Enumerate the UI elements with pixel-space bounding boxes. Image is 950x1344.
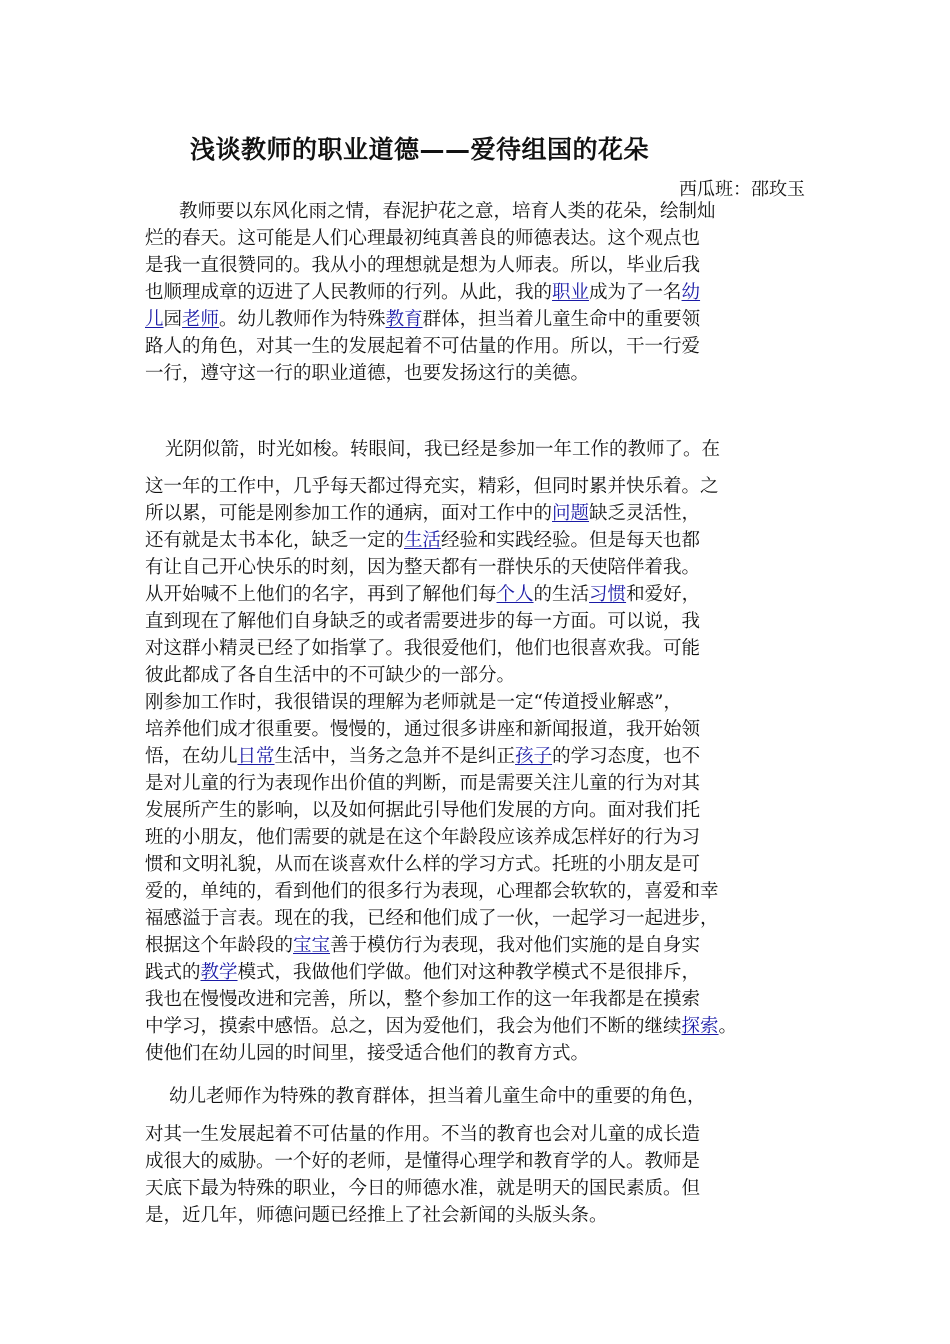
text-line (145, 306, 815, 333)
text-run: 根据这个年龄段的 (145, 935, 294, 956)
keyword-link[interactable]: 孩子 (515, 746, 553, 767)
keyword-link[interactable]: 探索 (681, 1016, 719, 1037)
text-run: 悟，在幼儿 (145, 746, 238, 767)
text-run: 直到现在了解他们自身缺乏的或者需要进步的每一方面。可以说，我 (145, 611, 701, 632)
text-line (145, 1202, 815, 1229)
text-run: 践式的 (145, 962, 201, 983)
text-line (145, 932, 815, 959)
text-line (145, 500, 815, 527)
text-line (145, 279, 815, 306)
text-run: 也顺理成章的迈进了人民教师的行列。从此，我的 (145, 282, 553, 303)
text-run: 是我一直很赞同的。我从小的理想就是想为人师表。所以，毕业后我 (145, 255, 701, 276)
text-line (145, 225, 815, 252)
text-line (145, 198, 815, 225)
text-run: 光阴似箭，时光如梭。转眼间，我已经是参加一年工作的教师了。在 (165, 439, 721, 460)
text-run: 中学习，摸索中感悟。总之，因为爱他们，我会为他们不断的继续 (145, 1016, 682, 1037)
text-run: 和爱好， (626, 584, 701, 605)
keyword-link[interactable]: 问题 (552, 503, 590, 524)
text-line (145, 662, 815, 689)
paragraph-1 (145, 198, 815, 387)
text-run: 善于模仿行为表现，我对他们实施的是自身实 (330, 935, 701, 956)
text-line (145, 581, 815, 608)
author-line: 西瓜班：邵玫玉 (679, 179, 805, 200)
text-run: 发展所产生的影响，以及如何据此引导他们发展的方向。面对我们托 (145, 800, 701, 821)
text-line (145, 527, 815, 554)
keyword-link[interactable]: 老师 (182, 309, 220, 330)
text-line (145, 797, 815, 824)
text-line (145, 959, 815, 986)
keyword-link[interactable]: 教学 (200, 962, 238, 983)
text-run: 还有就是太书本化，缺乏一定的 (145, 530, 405, 551)
text-run: 园 (163, 309, 183, 330)
keyword-link[interactable]: 教育 (385, 309, 423, 330)
text-line (145, 1175, 815, 1202)
text-run: 群体，担当着儿童生命中的重要领 (422, 309, 701, 330)
text-run: 缺乏灵活性， (589, 503, 701, 524)
text-line (145, 689, 815, 716)
text-run: 对这群小精灵已经了如指掌了。我很爱他们，他们也很喜欢我。可能 (145, 638, 701, 659)
text-run: 爱的，单纯的，看到他们的很多行为表现，心理都会软软的，喜爱和幸 (145, 881, 719, 902)
text-line (145, 824, 815, 851)
text-run: 的学习态度，也不 (552, 746, 701, 767)
paragraph-3-first-line (145, 1083, 815, 1110)
text-run: 。 (718, 1016, 738, 1037)
keyword-link[interactable]: 习惯 (589, 584, 627, 605)
text-line (145, 986, 815, 1013)
text-line (145, 851, 815, 878)
text-run: 培养他们成才很重要。慢慢的，通过很多讲座和新闻报道，我开始领 (145, 719, 701, 740)
paragraph-3 (145, 1121, 815, 1229)
text-run: 是，近几年，师德问题已经推上了社会新闻的头版头条。 (145, 1205, 608, 1226)
text-line (145, 360, 815, 387)
text-run: 从开始喊不上他们的名字，再到了解他们每 (145, 584, 497, 605)
text-run: 天底下最为特殊的职业，今日的师德水准，就是明天的国民素质。但 (145, 1178, 701, 1199)
text-run: 福感溢于言表。现在的我，已经和他们成了一伙，一起学习一起进步， (145, 908, 719, 929)
text-run: 经验和实践经验。但是每天也都 (441, 530, 701, 551)
text-run: 幼儿老师作为特殊的教育群体，担当着儿童生命中的重要的角色， (169, 1086, 706, 1107)
text-run: 我也在慢慢改进和完善，所以，整个参加工作的这一年我都是在摸索 (145, 989, 701, 1010)
paragraph-2-first-line (145, 436, 815, 463)
text-line (145, 333, 815, 360)
text-run: 这一年的工作中，几乎每天都过得充实，精彩，但同时累并快乐着。之 (145, 476, 719, 497)
text-line (145, 608, 815, 635)
text-run: 一行，遵守这一行的职业道德，也要发扬这行的美德。 (145, 363, 590, 384)
keyword-link[interactable]: 个人 (496, 584, 534, 605)
text-line (145, 1148, 815, 1175)
text-line (145, 635, 815, 662)
text-line (145, 1013, 815, 1040)
text-run: 教师要以东风化雨之情，春泥护花之意，培育人类的花朵，绘制灿 (179, 201, 716, 222)
text-line (145, 1121, 815, 1148)
text-run: 成为了一名 (589, 282, 682, 303)
text-run: 所以累，可能是刚参加工作的通病，面对工作中的 (145, 503, 553, 524)
text-line (145, 436, 815, 463)
text-run: 对其一生发展起着不可估量的作用。不当的教育也会对儿童的成长造 (145, 1124, 701, 1145)
document-title: 浅谈教师的职业道德——爱待组国的花朵 (190, 135, 650, 164)
text-line (145, 878, 815, 905)
text-line (145, 1040, 815, 1067)
text-run: 是对儿童的行为表现作出价值的判断，而是需要关注儿童的行为对其 (145, 773, 701, 794)
text-run: 。幼儿教师作为特殊 (219, 309, 386, 330)
text-run: 使他们在幼儿园的时间里，接受适合他们的教育方式。 (145, 1043, 590, 1064)
text-line (145, 905, 815, 932)
keyword-link[interactable]: 幼 (681, 282, 701, 303)
text-run: 路人的角色，对其一生的发展起着不可估量的作用。所以，干一行爱 (145, 336, 701, 357)
text-run: 有让自己开心快乐的时刻，因为整天都有一群快乐的天使陪伴着我。 (145, 557, 701, 578)
keyword-link[interactable]: 日常 (237, 746, 275, 767)
text-run: 成很大的威胁。一个好的老师，是懂得心理学和教育学的人。教师是 (145, 1151, 701, 1172)
text-run: 刚参加工作时，我很错误的理解为老师就是一定“传道授业解惑”， (145, 692, 682, 713)
text-line (145, 252, 815, 279)
text-run: 惯和文明礼貌，从而在谈喜欢什么样的学习方式。托班的小朋友是可 (145, 854, 701, 875)
text-line (145, 716, 815, 743)
keyword-link[interactable]: 儿 (145, 309, 164, 330)
keyword-link[interactable]: 生活 (404, 530, 442, 551)
text-run: 班的小朋友，他们需要的就是在这个年龄段应该养成怎样好的行为习 (145, 827, 701, 848)
text-line (145, 743, 815, 770)
paragraph-2 (145, 473, 815, 1067)
text-line (145, 473, 815, 500)
text-line (145, 770, 815, 797)
text-line (145, 1083, 815, 1110)
text-run: 彼此都成了各自生活中的不可缺少的一部分。 (145, 665, 516, 686)
keyword-link[interactable]: 宝宝 (293, 935, 331, 956)
text-line (145, 554, 815, 581)
text-run: 烂的春天。这可能是人们心理最初纯真善良的师德表达。这个观点也 (145, 228, 701, 249)
text-run: 生活中，当务之急并不是纠正 (274, 746, 516, 767)
text-run: 的生活 (533, 584, 590, 605)
text-run: 模式，我做他们学做。他们对这种教学模式不是很排斥， (237, 962, 701, 983)
keyword-link[interactable]: 职业 (552, 282, 590, 303)
